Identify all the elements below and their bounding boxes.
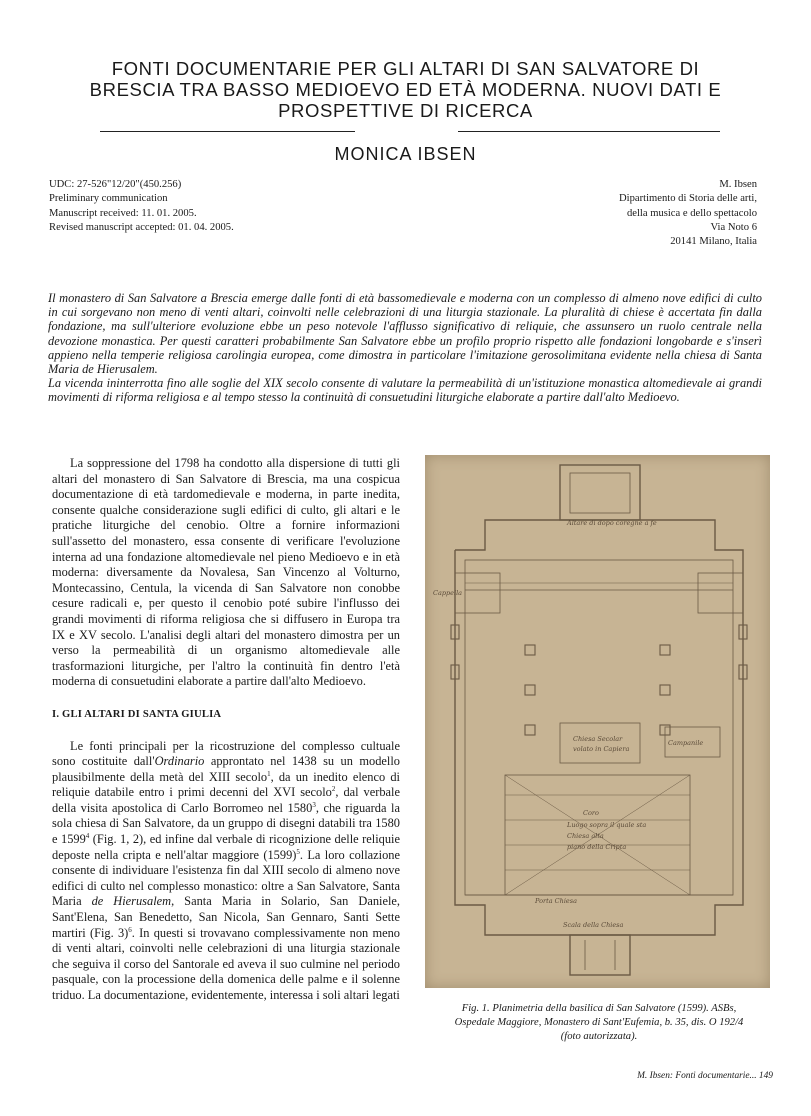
affiliation-city: 20141 Milano, Italia <box>670 236 757 248</box>
title-rule-right <box>458 131 720 132</box>
article-title <box>40 58 771 121</box>
abstract <box>48 291 762 405</box>
affiliation-dept-2: della musica e dello spettacolo <box>626 207 757 219</box>
footnote-ref: 3 <box>312 800 316 809</box>
caption-line-3: (foto autorizzata). <box>560 1031 638 1042</box>
nave-columns <box>451 625 747 735</box>
hierusalem-term: de Hierusalem <box>91 894 172 909</box>
footnote-ref: 5 <box>296 847 300 856</box>
plan-label: Chiesa alta <box>567 832 604 840</box>
plan-label: Cappella <box>433 589 463 597</box>
plan-label: Chiesa Secolar <box>573 735 623 743</box>
affiliation-street: Via Noto 6 <box>710 221 757 233</box>
title-line-3: PROSPETTIVE DI RICERCA <box>278 100 533 121</box>
author-name: MONICA IBSEN <box>334 144 477 164</box>
abstract-paragraph-1: Il monastero di San Salvatore a Brescia emerge dalle fonti di età bassomedievale e moderna con un complesso di almeno nove edifici di culto in cui sorgevano non meno di venti altari, coinvolti nelle celebrazioni di una liturgia stazionale. La pluralità di chiese è accertata fin dalla fondazione, ma sull'ulteriore evoluzione ebbe un peso notevole l'afflusso significativo di reliquie, che assunsero un ruolo centrale nella devozione monastica. Per questi caratteri probabilmente San Salvatore ebbe un profilo proprio rispetto alle fondazioni longobarde e s'inserì appieno nella temperie religiosa carolingia europea, come dimostra in particolare l'imitazione gerosolimitana evidente nella chiesa di Santa Maria de Hierusalem. <box>48 291 762 377</box>
floor-plan-drawing <box>425 455 770 988</box>
title-line-2: BRESCIA TRA BASSO MEDIOEVO ED ETÀ MODERNA. NUOVI DATI E <box>89 79 722 100</box>
plan-label: Coro <box>583 809 599 817</box>
plan-label: piano della Cripta <box>567 843 627 851</box>
running-footer: M. Ibsen: Fonti documentarie... 149 <box>637 1071 773 1081</box>
title-line-1: FONTI DOCUMENTARIE PER GLI ALTARI DI SAN SALVATORE DI <box>111 58 700 79</box>
affiliation-name: M. Ibsen <box>719 179 757 190</box>
affiliation-dept-1: Dipartimento di Storia delle arti, <box>619 193 757 205</box>
received-date: Manuscript received: 11. 01. 2005. <box>49 207 197 219</box>
body-text-column <box>52 456 400 1004</box>
footnote-ref: 2 <box>331 785 336 794</box>
body-paragraph-1: La soppressione del 1798 ha condotto alla dispersione di tutti gli altari del monastero di San Salvatore di Brescia, ma una cospicua documentazione di età tardomedievale e moderna, in parte inedita, consente qualche considerazione sugli edifici di culto, gli altari e le pratiche liturgiche del cenobio. Oltre a fornire informazioni sull'assetto del monastero, essa consente di verificare l'evoluzione interna ad una fondazione altomedievale nel pieno Medioevo e in età moderna: diversamente da Novalesa, San Vincenzo al Volturno, Montecassino, Centula, la vicenda di San Salvatore non conobbe cesure radicali e, per questo il cenobio poté subire l'influsso dei grandi movimenti di riforma religiosa che si diffusero in Europa tra IX e XV secolo. L'analisi degli altari del monastero dimostra per un verso la permeabilità di un organismo altomedievale alle trasformazioni liturgiche, per l'altro la continuità fin dentro l'età moderna di consuetudini elaborate a partire dall'alto Medioevo. <box>52 456 400 689</box>
abstract-paragraph-2: La vicenda ininterrotta fino alle soglie del XIX secolo consente di valutare la permeabilità di un'istituzione monastica altomedievale ai grandi movimenti di riforma religiosa e al tempo stesso la continuità di consuetudini liturgiche elaborate a partire dall'alto Medioevo. <box>48 376 762 405</box>
accepted-date: Revised manuscript accepted: 01. 04. 2005. <box>49 221 234 233</box>
plan-label: Altare di dopo coregne a fe <box>567 519 657 527</box>
plan-label: Porta Chiesa <box>535 897 577 905</box>
side-chapel-right <box>698 573 743 613</box>
figure-floor-plan <box>425 455 770 988</box>
article-metadata <box>49 178 234 235</box>
plan-label: Campanile <box>668 739 704 747</box>
article-type: Preliminary communication <box>49 193 168 205</box>
caption-line-2: Ospedale Maggiore, Monastero di Sant'Eufemia, b. 35, dis. O 192/4 <box>454 1017 744 1028</box>
author-affiliation <box>619 178 757 249</box>
title-rule-left <box>100 131 355 132</box>
body-paragraph-2: Le fonti principali per la ricostruzione del complesso cultuale sono costituite dall'Ordinario approntato nel 1438 su un modello plausibilmente della metà del XIII secolo$^1$, da un inedito elenco di reliquie databile entro i primi decenni del XVI secolo$^2$, dal verbale della visita apostolica di Carlo Borromeo nel 1580$^3$, che riguarda la sola chiesa di San Salvatore, da un gruppo di disegni databili tra 1580 e 1599$^4$ (Fig. 1, 2), ed infine dal verbale di ricognizione delle reliquie deposte nella cripta e nell'altar maggiore (1599)$^5$. La loro collazione consente di individuare l'esistenza fin dal XIII secolo di almeno nove edifici di culto nel complesso monastico: oltre a San Salvatore, Santa Maria de Hierusalem, Santa Maria in Solario, San Daniele, Sant'Elena, San Benedetto, San Nicola, San Gennaro, Santi Sette martiri (Fig. 3)$^6$. In questi si trovavano complessivamente non meno di venti altari, coinvolti nelle celebrazioni di una liturgia stazionale che seguiva il corso del Santorale ed aveva il suo culmine nel periodo pasquale, con la processione della domenica delle palme e il solenne triduo. La documentazione, evidentemente, interessa i soli altari legati <box>52 738 401 1002</box>
plan-label: volato in Capiera <box>573 745 630 753</box>
figure-caption <box>427 1002 771 1044</box>
footnote-ref: 1 <box>267 769 271 778</box>
section-heading: I. GLI ALTARI DI SANTA GIULIA <box>52 708 222 720</box>
plan-label: Luogo sopra il quale sta <box>567 821 647 829</box>
entrance-block <box>570 935 630 975</box>
caption-line-1: Fig. 1. Planimetria della basilica di San Salvatore (1599). ASBs, <box>461 1003 737 1014</box>
ordinario-term: Ordinario <box>154 754 205 769</box>
secular-church-block <box>560 723 640 763</box>
udc-code: UDC: 27-526"12/20"(450.256) <box>49 179 182 190</box>
footnote-ref: 4 <box>85 831 90 840</box>
nave-outline <box>455 520 743 935</box>
footnote-ref: 6 <box>128 925 132 934</box>
plan-label: Scala della Chiesa <box>563 921 624 929</box>
